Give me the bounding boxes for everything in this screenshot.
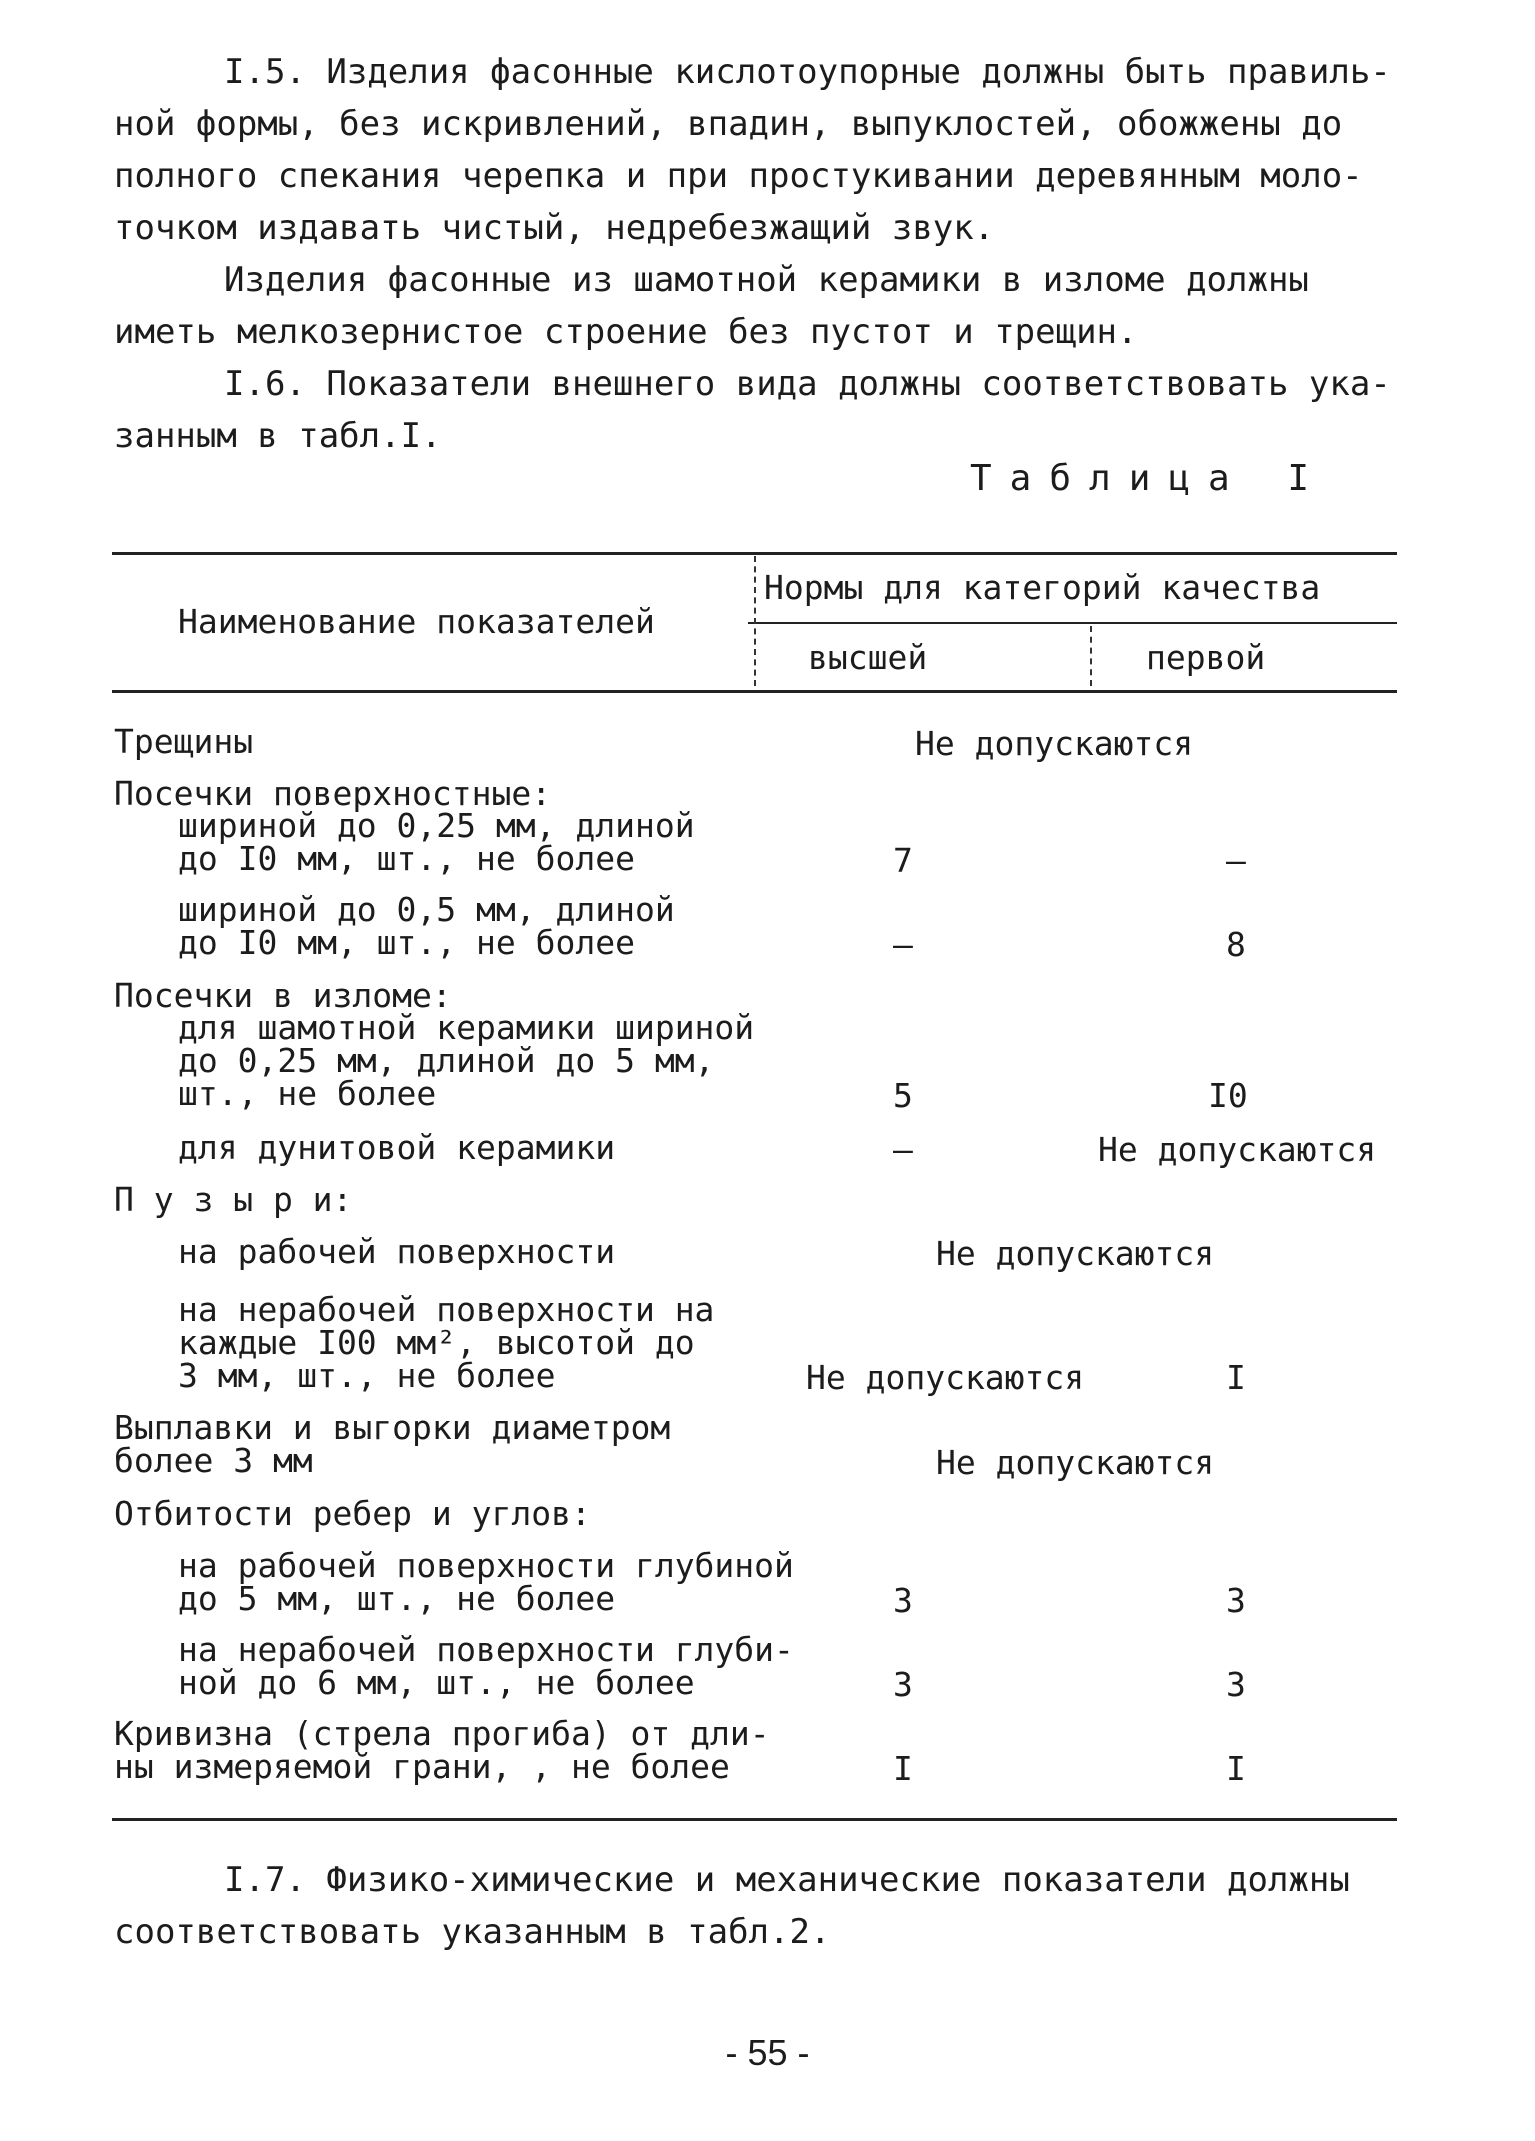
text-line: I.7. Физико-химические и механические показатели должны	[224, 1860, 1350, 1900]
header-first: первой	[1146, 638, 1266, 677]
text-line: полного спекания черепка и при простукивании деревянным моло-	[114, 156, 1363, 196]
paragraph-1-6	[114, 358, 1404, 462]
value-first: 3	[1226, 1665, 1246, 1704]
row-label-line: Кривизна (стрела прогиба) от дли-	[114, 1714, 770, 1753]
row-label-line: до I0 мм, шт., не более	[178, 839, 635, 878]
table-top-rule	[112, 552, 1397, 555]
value-first: –	[1226, 841, 1246, 880]
row-label-line: на рабочей поверхности глубиной	[178, 1546, 794, 1585]
row-label-line: ны измеряемой грани, , не более	[114, 1747, 730, 1786]
row-label: Трещины	[114, 722, 254, 761]
merged-value: Не допускаются	[936, 1234, 1215, 1273]
merged-value: Не допускаются	[936, 1443, 1215, 1482]
value-highest: 3	[893, 1581, 913, 1620]
text-line: ной формы, без искривлений, впадин, выпуклостей, обожжены до	[114, 104, 1343, 144]
header-indicator-name: Наименование показателей	[178, 602, 655, 641]
row-label: для дунитовой керамики	[178, 1128, 616, 1167]
row-label-line: до 0,25 мм, длиной до 5 мм,	[178, 1041, 715, 1080]
page-number: - 55 -	[725, 2032, 810, 2073]
row-label-line: для шамотной керамики шириной	[178, 1008, 755, 1047]
paragraph-1-5	[114, 46, 1404, 254]
row-label-line: до I0 мм, шт., не более	[178, 923, 635, 962]
value-highest: Не допускаются	[806, 1358, 1085, 1397]
header-divider	[754, 556, 756, 686]
header-sub-rule	[748, 622, 1397, 624]
table-bottom-rule	[112, 1818, 1397, 1821]
row-label-line: до 5 мм, шт., не более	[178, 1579, 616, 1618]
value-highest: I	[893, 1749, 913, 1788]
header-highest: высшей	[808, 638, 928, 677]
row-label-line: ной до 6 мм, шт., не более	[178, 1663, 695, 1702]
text-line: Изделия фасонные из шамотной керамики в изломе должны	[224, 260, 1309, 300]
paragraph-shamot	[114, 254, 1404, 358]
row-label-line: шириной до 0,25 мм, длиной	[178, 806, 695, 845]
value-first: 8	[1226, 925, 1246, 964]
value-first: I	[1226, 1358, 1246, 1397]
value-first: Не допускаются	[1098, 1130, 1377, 1169]
merged-value: Не допускаются	[915, 724, 1194, 763]
value-highest: –	[893, 925, 913, 964]
text-line: соответствовать указанным в табл.2.	[114, 1912, 831, 1952]
text-line: точком издавать чистый, недребезжащий звук.	[114, 208, 995, 248]
value-highest: 5	[893, 1076, 913, 1115]
row-label-line: каждые I00 мм², высотой до	[178, 1323, 695, 1362]
document-page: I.5. Изделия фасонные кислотоупорные должны быть правиль- ной формы, без искривлений, впадин, выпуклостей, обожжены до полного спекания черепка и при простукивании деревянным моло- точком издавать чистый, недребезжащий звук. Изделия фасонные из шамотной керамики в изломе должны иметь мелкозернистое строение без пустот и трещин. I.6. Показатели внешнего вида должны соответствовать ука- занным в табл.I. Таблица I Наименование показателей Нормы для категорий качества высшей первой Трещины Не допускаются Посечки поверхностные: шириной до 0,25 мм, длиной до I0 мм, шт., не более 7 – шириной до 0,5 мм, длиной до I0 мм, шт., не более – 8 Посечки в изломе: для шамотной керамики шириной до 0,25 мм, длиной до 5 мм, шт., не более 5 I0 для дунитовой керамики – Не допускаются П у з ы р и: на рабочей поверхности Не допускаются на нерабочей поверхности на каждые I00 мм², высотой до 3 мм, шт., не более Не допускаются I Выплавки и выгорки диаметром более 3 мм Не допускаются Отбитости ребер и углов: на рабочей поверхности глубиной до 5 мм, шт., не более 3 3 на нерабочей поверхности глуби- ной до 6 мм, шт., не более 3 3 Кривизна (стрела прогиба) от дли- ны измеряемой грани, , не более I I I.7. Физико-химические и механические показатели должны соответствовать указанным в табл.2. - 55 -	[0, 0, 1535, 2141]
row-label-line: Выплавки и выгорки диаметром	[114, 1408, 671, 1447]
text-line: иметь мелкозернистое строение без пустот и трещин.	[114, 312, 1138, 352]
text-line: I.6. Показатели внешнего вида должны соответствовать ука-	[224, 364, 1391, 404]
header-divider	[1090, 626, 1092, 686]
row-label-line: шт., не более	[178, 1074, 437, 1113]
paragraph-1-7	[114, 1854, 1404, 1958]
header-quality-norms: Нормы для категорий качества	[764, 568, 1321, 607]
value-highest: 7	[893, 841, 913, 880]
row-label-line: на нерабочей поверхности на	[178, 1290, 715, 1329]
value-highest: 3	[893, 1665, 913, 1704]
header-bottom-rule	[112, 690, 1397, 693]
text-line: I.5. Изделия фасонные кислотоупорные должны быть правиль-	[224, 52, 1391, 92]
row-label-line: 3 мм, шт., не более	[178, 1356, 556, 1395]
row-label-line: более 3 мм	[114, 1441, 313, 1480]
row-label-line: шириной до 0,5 мм, длиной	[178, 890, 675, 929]
value-first: I	[1226, 1749, 1246, 1788]
row-label: на рабочей поверхности	[178, 1232, 616, 1271]
value-highest: –	[893, 1130, 913, 1169]
row-label-line: на нерабочей поверхности глуби-	[178, 1630, 794, 1669]
value-first: I0	[1208, 1076, 1248, 1115]
table-caption: Таблица I	[970, 458, 1328, 499]
value-first: 3	[1226, 1581, 1246, 1620]
text-line: занным в табл.I.	[114, 416, 442, 456]
